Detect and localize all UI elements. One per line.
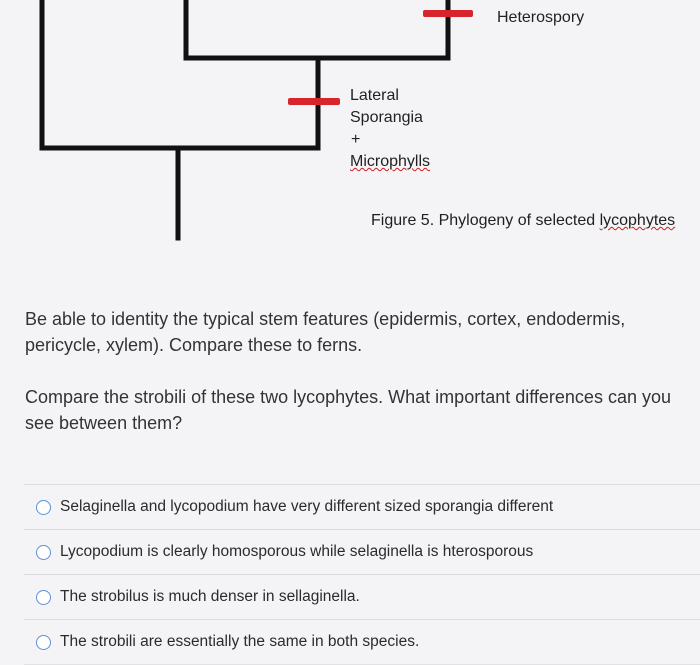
figure-caption: [371, 212, 675, 230]
answer-option-label: Lycopodium is clearly homosporous while selaginella is hterosporous: [60, 543, 534, 560]
label-lateral: Lateral: [350, 87, 399, 104]
radio-button[interactable]: [36, 590, 51, 605]
answer-option[interactable]: [24, 574, 700, 619]
answer-option-label: The strobili are essentially the same in both species.: [60, 633, 420, 650]
answer-option-label: Selaginella and lycopodium have very different sized sporangia different: [60, 498, 554, 515]
label-heterospory: Heterospory: [497, 9, 585, 26]
label-microphylls: Microphylls: [350, 153, 431, 170]
answer-option-label: The strobilus is much denser in sellaginella.: [60, 588, 360, 605]
answer-option[interactable]: [24, 529, 700, 574]
answer-options: [24, 484, 700, 665]
caption-term: lycophytes: [599, 212, 676, 229]
question-stem-features: Be able to identity the typical stem features (epidermis, cortex, endodermis, pericycle, xylem). Compare these to ferns.: [25, 309, 626, 355]
label-sporangia: Sporangia: [350, 109, 423, 126]
radio-button[interactable]: [36, 545, 51, 560]
heterospory-marker: [423, 10, 473, 17]
lateral-sporangia-marker: [288, 98, 340, 105]
caption-prefix: Figure 5. Phylogeny of selected: [371, 212, 600, 229]
radio-button[interactable]: [36, 635, 51, 650]
label-plus: +: [351, 131, 361, 148]
radio-button[interactable]: [36, 500, 51, 515]
answer-option[interactable]: [24, 484, 700, 529]
phylogeny-figure: [0, 0, 700, 255]
question-strobili: Compare the strobili of these two lycophytes. What important differences can you see between them?: [25, 387, 671, 433]
answer-option[interactable]: [24, 619, 700, 665]
